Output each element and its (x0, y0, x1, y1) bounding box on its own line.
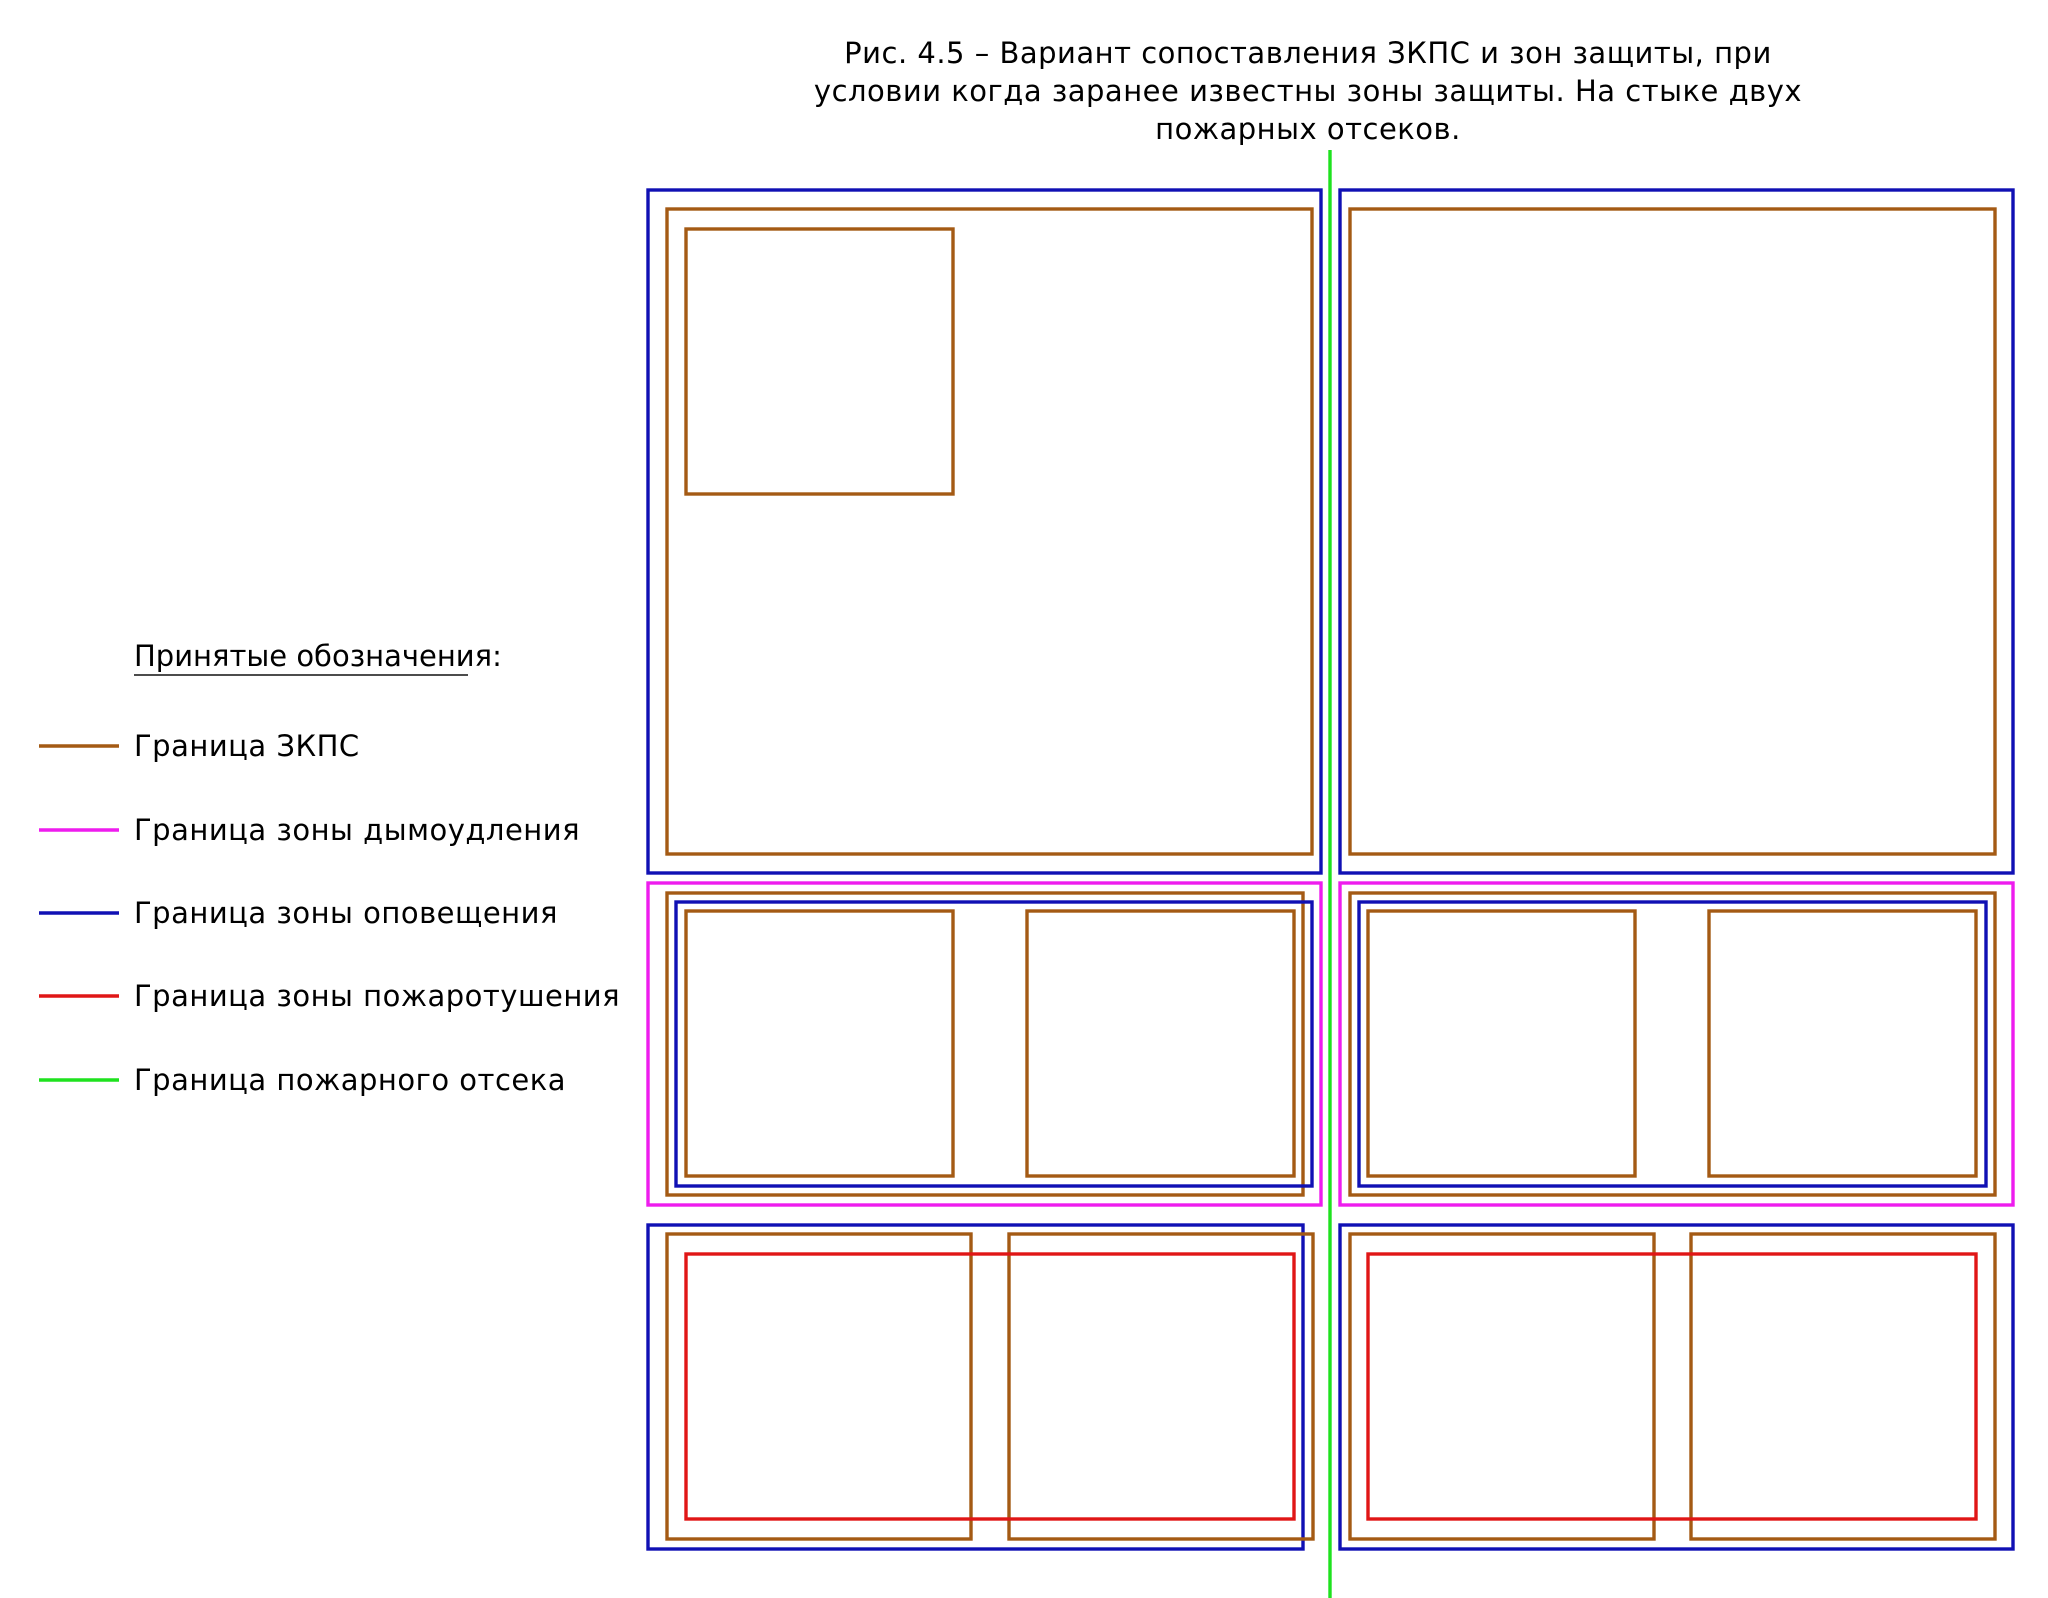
legend-item-alert-zone (39, 896, 558, 930)
smoke-zone-boundary (1340, 883, 2013, 1205)
alert-zone-boundary (648, 190, 1321, 873)
legend-item-extinguishing-zone (39, 979, 620, 1013)
row-1-left (648, 190, 1321, 873)
zkps-boundary (686, 229, 953, 494)
extinguishing-zone-boundary (1368, 1254, 1976, 1519)
row-3-left (648, 1225, 1313, 1549)
caption-line-2: условии когда заранее известны зоны защиты. На стыке двух (813, 74, 1803, 108)
alert-zone-boundary (1359, 902, 1986, 1186)
zkps-boundary (686, 911, 953, 1176)
zkps-boundary (1350, 209, 1995, 854)
row-2-left (648, 883, 1321, 1205)
legend-item-smoke-zone (39, 813, 580, 847)
zkps-boundary (667, 209, 1312, 854)
caption-line-1: Рис. 4.5 – Вариант сопоставления ЗКПС и зон защиты, при (844, 36, 1772, 70)
alert-zone-boundary (676, 902, 1312, 1186)
legend-label-zkps: Граница ЗКПС (134, 729, 360, 763)
smoke-zone-boundary (648, 883, 1321, 1205)
legend-item-zkps (39, 729, 360, 763)
figure-caption (814, 36, 1802, 146)
row-1-right (1340, 190, 2013, 873)
legend (39, 639, 620, 1097)
zkps-boundary (1709, 911, 1976, 1176)
zkps-boundary (1350, 1234, 1654, 1539)
legend-label-alert-zone: Граница зоны оповещения (134, 896, 558, 930)
alert-zone-boundary (1340, 1225, 2013, 1549)
row-3-right (1340, 1225, 2013, 1549)
zkps-boundary (667, 1234, 971, 1539)
zkps-boundary (1009, 1234, 1313, 1539)
zkps-boundary (1350, 893, 1995, 1195)
alert-zone-boundary (1340, 190, 2013, 873)
zkps-boundary (1691, 1234, 1995, 1539)
zkps-boundary (1027, 911, 1294, 1176)
zkps-boundary (667, 893, 1303, 1195)
legend-label-fire-compartment: Граница пожарного отсека (134, 1063, 567, 1097)
legend-label-smoke-zone: Граница зоны дымоудления (134, 813, 581, 847)
extinguishing-zone-boundary (686, 1254, 1294, 1519)
legend-label-extinguishing-zone: Граница зоны пожаротушения (134, 979, 621, 1013)
caption-line-3: пожарных отсеков. (1155, 112, 1461, 146)
zkps-boundary (1368, 911, 1635, 1176)
legend-item-fire-compartment (39, 1063, 566, 1097)
legend-title: Принятые обозначения: (134, 639, 502, 673)
row-2-right (1340, 883, 2013, 1205)
alert-zone-boundary (648, 1225, 1303, 1549)
